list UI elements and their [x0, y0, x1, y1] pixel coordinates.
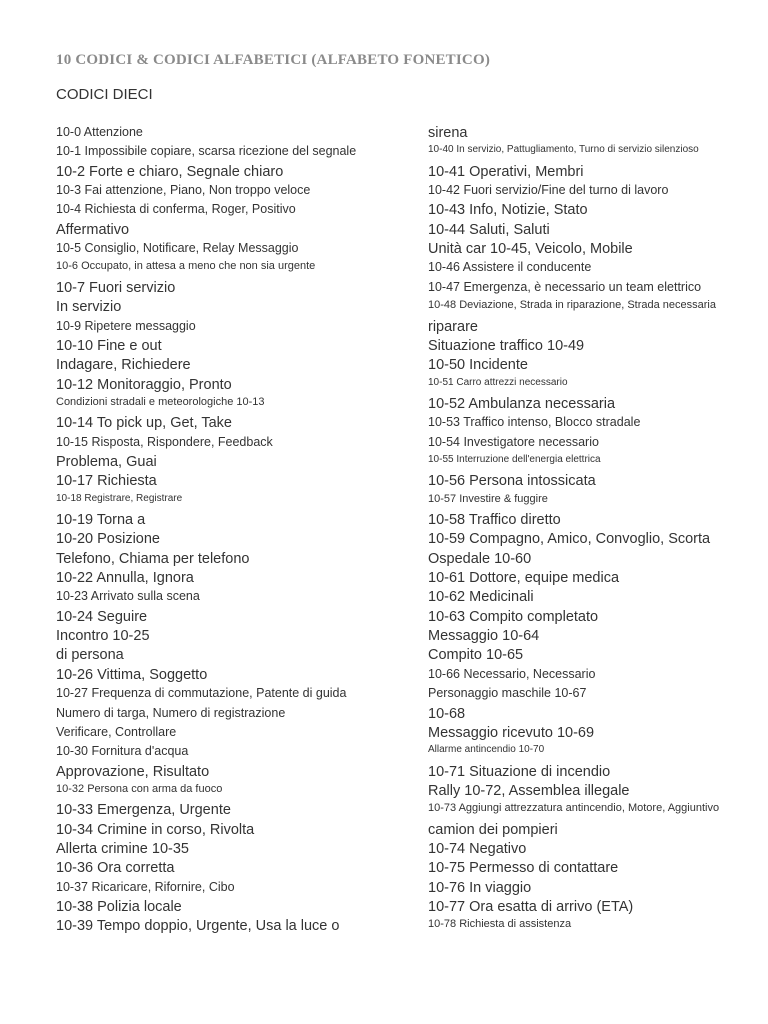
code-line: 10-48 Deviazione, Strada in riparazione, Strada necessaria: [428, 299, 716, 312]
code-line: 10-51 Carro attrezzi necessario: [428, 376, 568, 388]
code-line: 10-52 Ambulanza necessaria: [428, 395, 616, 412]
code-line: 10-77 Ora esatta di arrivo (ETA): [428, 899, 634, 915]
code-line: 10-40 In servizio, Pattugliamento, Turno di servizio silenzioso: [428, 144, 699, 156]
code-line: Rally 10-72, Assemblea illegale: [428, 782, 630, 799]
code-line: 10-59 Compagno, Amico, Convoglio, Scorta: [428, 531, 711, 548]
code-line: 10-27 Frequenza di commutazione, Patente di guida: [56, 686, 347, 701]
code-line: Allerta crimine 10-35: [56, 840, 189, 857]
code-line: 10-56 Persona intossicata: [428, 473, 596, 490]
code-line: Situazione traffico 10-49: [428, 337, 585, 354]
code-line: 10-30 Fornitura d'acqua: [56, 744, 189, 759]
code-line: sirena: [428, 125, 468, 141]
code-line: 10-57 Investire & fuggire: [428, 492, 548, 505]
code-line: 10-41 Operativi, Membri: [428, 163, 584, 180]
code-line: 10-37 Ricaricare, Rifornire, Cibo: [56, 879, 235, 894]
code-line: camion dei pompieri: [428, 821, 558, 838]
code-line: di persona: [56, 647, 124, 664]
code-line: 10-14 To pick up, Get, Take: [56, 415, 232, 432]
code-line: 10-44 Saluti, Saluti: [428, 221, 550, 238]
code-line: 10-26 Vittima, Soggetto: [56, 666, 208, 683]
code-line: 10-63 Compito completato: [428, 608, 599, 625]
code-line: Affermativo: [56, 221, 130, 238]
code-line: Numero di targa, Numero di registrazione: [56, 705, 286, 720]
code-line: 10-4 Richiesta di conferma, Roger, Positivo: [56, 202, 296, 217]
code-line: 10-39 Tempo doppio, Urgente, Usa la luce o: [56, 918, 340, 935]
code-line: Approvazione, Risultato: [56, 763, 210, 780]
code-line: Condizioni stradali e meteorologiche 10-13: [56, 395, 265, 408]
code-line: 10-53 Traffico intenso, Blocco stradale: [428, 415, 641, 430]
code-line: Problema, Guai: [56, 453, 157, 470]
code-line: 10-62 Medicinali: [428, 589, 534, 606]
code-line: 10-54 Investigatore necessario: [428, 434, 599, 449]
code-line: 10-55 Interruzione dell'energia elettrica: [428, 453, 601, 465]
code-line: Compito 10-65: [428, 647, 524, 664]
code-line: 10-2 Forte e chiaro, Segnale chiaro: [56, 163, 284, 180]
code-line: 10-78 Richiesta di assistenza: [428, 918, 572, 931]
code-line: 10-74 Negativo: [428, 840, 527, 857]
code-line: 10-10 Fine e out: [56, 337, 162, 354]
code-line: 10-19 Torna a: [56, 512, 146, 528]
code-line: 10-75 Permesso di contattare: [428, 860, 619, 877]
code-line: 10-33 Emergenza, Urgente: [56, 802, 231, 819]
code-line: 10-36 Ora corretta: [56, 860, 175, 877]
code-line: Telefono, Chiama per telefono: [56, 550, 250, 567]
code-line: 10-12 Monitoraggio, Pronto: [56, 376, 232, 393]
code-line: 10-73 Aggiungi attrezzatura antincendio, Motore, Aggiuntivo: [428, 802, 720, 815]
code-line: 10-22 Annulla, Ignora: [56, 570, 194, 587]
code-line: Messaggio ricevuto 10-69: [428, 724, 595, 741]
code-line: 10-61 Dottore, equipe medica: [428, 570, 620, 587]
code-line: 10-42 Fuori servizio/Fine del turno di lavoro: [428, 183, 669, 198]
code-line: 10-23 Arrivato sulla scena: [56, 589, 200, 604]
code-line: Personaggio maschile 10-67: [428, 686, 587, 701]
code-line: 10-34 Crimine in corso, Rivolta: [56, 821, 255, 838]
code-line: 10-3 Fai attenzione, Piano, Non troppo veloce: [56, 183, 311, 198]
code-line: 10-5 Consiglio, Notificare, Relay Messaggio: [56, 241, 299, 256]
code-line: 10-6 Occupato, in attesa a meno che non sia urgente: [56, 260, 316, 273]
code-line: 10-24 Seguire: [56, 608, 148, 625]
code-line: 10-58 Traffico diretto: [428, 512, 561, 528]
code-line: Allarme antincendio 10-70: [428, 744, 545, 756]
code-line: 10-18 Registrare, Registrare: [56, 492, 183, 504]
code-line: Unità car 10-45, Veicolo, Mobile: [428, 241, 633, 258]
code-line: 10-7 Fuori servizio: [56, 279, 176, 296]
code-line: 10-43 Info, Notizie, Stato: [428, 202, 588, 219]
code-line: 10-50 Incidente: [428, 357, 528, 374]
code-line: 10-1 Impossibile copiare, scarsa ricezione del segnale: [56, 144, 357, 159]
code-line: 10-47 Emergenza, è necessario un team elettrico: [428, 279, 702, 294]
code-line: 10-32 Persona con arma da fuoco: [56, 782, 223, 795]
code-line: 10-76 In viaggio: [428, 879, 532, 896]
code-line: riparare: [428, 318, 478, 335]
code-line: 10-46 Assistere il conducente: [428, 260, 592, 275]
code-line: 10-66 Necessario, Necessario: [428, 666, 596, 681]
code-line: 10-71 Situazione di incendio: [428, 763, 611, 780]
code-line: 10-0 Attenzione: [56, 125, 143, 139]
code-line: Messaggio 10-64: [428, 628, 540, 645]
code-line: 10-20 Posizione: [56, 531, 160, 548]
code-line: 10-68: [428, 705, 466, 722]
code-line: 10-15 Risposta, Rispondere, Feedback: [56, 434, 273, 449]
code-line: In servizio: [56, 299, 122, 316]
code-line: Incontro 10-25: [56, 628, 150, 645]
document-title: 10 CODICI & CODICI ALFABETICI (ALFABETO FONETICO): [56, 52, 491, 68]
code-line: 10-17 Richiesta: [56, 473, 157, 490]
code-line: Indagare, Richiedere: [56, 357, 191, 374]
code-line: Ospedale 10-60: [428, 550, 532, 567]
code-line: 10-9 Ripetere messaggio: [56, 318, 196, 333]
code-line: 10-38 Polizia locale: [56, 899, 182, 915]
section-heading: CODICI DIECI: [56, 86, 153, 103]
code-line: Verificare, Controllare: [56, 724, 177, 739]
